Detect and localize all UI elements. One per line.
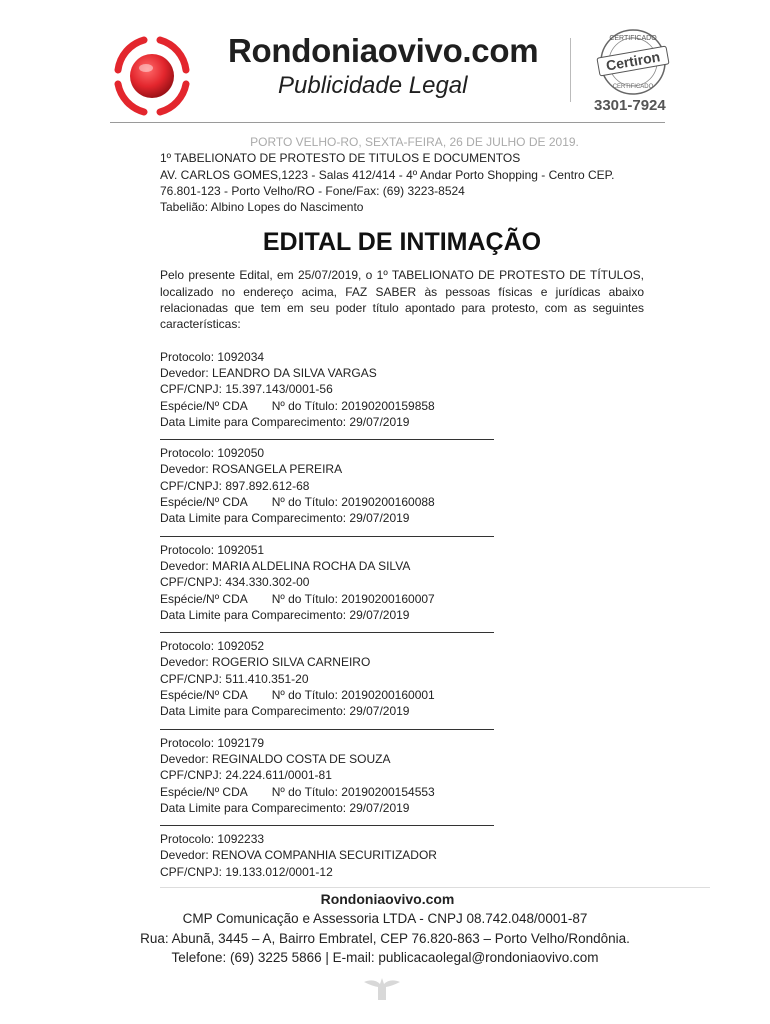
record-protocolo: Protocolo: 1092233 — [160, 832, 265, 847]
record-especie: Espécie/Nº CDA — [160, 398, 248, 413]
record — [160, 349, 644, 430]
record-cpf: CPF/CNPJ: 511.410.351-20 — [160, 671, 309, 686]
record-cpf: CPF/CNPJ: 24.224.611/0001-81 — [160, 768, 332, 783]
record — [160, 542, 644, 623]
record-protocolo: Protocolo: 1092051 — [160, 542, 265, 557]
record-devedor: Devedor: ROSANGELA PEREIRA — [160, 462, 343, 477]
record-separator — [160, 536, 494, 537]
record-titulo: Nº do Título: 20190200160088 — [271, 495, 435, 510]
footer-contact: Telefone: (69) 3225 5866 | E-mail: publicacaolegal@rondoniaovivo.com — [171, 950, 599, 965]
record-separator — [160, 825, 494, 826]
record-cpf: CPF/CNPJ: 15.397.143/0001-56 — [160, 382, 333, 397]
record-devedor: Devedor: REGINALDO COSTA DE SOUZA — [160, 751, 391, 766]
record-titulo: Nº do Título: 20190200160007 — [271, 591, 435, 606]
record-data-limite: Data Limite para Comparecimento: 29/07/2019 — [160, 511, 410, 526]
header-divider — [570, 38, 571, 102]
record-protocolo: Protocolo: 1092052 — [160, 639, 265, 654]
document-title: EDITAL DE INTIMAÇÃO — [262, 228, 542, 257]
record-devedor: Devedor: LEANDRO DA SILVA VARGAS — [160, 365, 377, 380]
record — [160, 638, 644, 719]
address-line: 76.801-123 - Porto Velho/RO - Fone/Fax: (69) 3223-8524 — [160, 183, 465, 198]
record-data-limite: Data Limite para Comparecimento: 29/07/2019 — [160, 800, 410, 815]
record-devedor: Devedor: ROGERIO SILVA CARNEIRO — [160, 655, 371, 670]
rondoniaovivo-logo-icon — [108, 30, 196, 118]
header-phone: 3301-7924 — [594, 97, 666, 114]
record — [160, 445, 644, 526]
svg-text:Certiron: Certiron — [604, 48, 662, 74]
record-devedor: Devedor: RENOVA COMPANHIA SECURITIZADOR — [160, 848, 437, 863]
record-especie: Espécie/Nº CDA — [160, 591, 248, 606]
record-cpf: CPF/CNPJ: 897.892.612-68 — [160, 478, 310, 493]
record-devedor: Devedor: MARIA ALDELINA ROCHA DA SILVA — [160, 558, 411, 573]
address-line: 1º TABELIONATO DE PROTESTO DE TITULOS E DOCUMENTOS — [160, 151, 521, 166]
record-protocolo: Protocolo: 1092050 — [160, 446, 265, 461]
page-header — [0, 0, 770, 125]
header-rule — [110, 122, 665, 123]
record-cpf: CPF/CNPJ: 434.330.302-00 — [160, 575, 310, 590]
record — [160, 831, 644, 880]
record-titulo: Nº do Título: 20190200159858 — [271, 398, 435, 413]
record-especie: Espécie/Nº CDA — [160, 688, 248, 703]
record-protocolo: Protocolo: 1092179 — [160, 735, 265, 750]
record-titulo: Nº do Título: 20190200154553 — [271, 784, 435, 799]
svg-text:CERTIFICADO: CERTIFICADO — [612, 84, 654, 90]
brand-title: Rondoniaovivo.com — [228, 32, 539, 69]
dateline: PORTO VELHO-RO, SEXTA-FEIRA, 26 DE JULHO DE 2019. — [250, 135, 579, 149]
footer-emblem-icon — [362, 974, 402, 1002]
record-especie: Espécie/Nº CDA — [160, 495, 248, 510]
certiron-seal-icon — [590, 26, 676, 98]
record-data-limite: Data Limite para Comparecimento: 29/07/2019 — [160, 414, 410, 429]
page-footer — [0, 889, 770, 968]
record — [160, 735, 644, 816]
record-separator — [160, 632, 494, 633]
record-cpf: CPF/CNPJ: 19.133.012/0001-12 — [160, 864, 333, 879]
record-protocolo: Protocolo: 1092034 — [160, 349, 265, 364]
footer-address: Rua: Abunã, 3445 – A, Bairro Embratel, CEP 76.820-863 – Porto Velho/Rondônia. — [140, 930, 630, 946]
footer-rule — [160, 887, 710, 888]
svg-text:CERTIFICADO: CERTIFICADO — [609, 35, 657, 42]
record-titulo: Nº do Título: 20190200160001 — [271, 688, 435, 703]
record-data-limite: Data Limite para Comparecimento: 29/07/2019 — [160, 607, 410, 622]
document-body — [160, 134, 644, 880]
record-separator — [160, 729, 494, 730]
record-data-limite: Data Limite para Comparecimento: 29/07/2019 — [160, 704, 410, 719]
record-separator — [160, 439, 494, 440]
address-line: AV. CARLOS GOMES,1223 - Salas 412/414 - 4º Andar Porto Shopping - Centro CEP. — [160, 167, 615, 182]
footer-brand: Rondoniaovivo.com — [320, 891, 455, 907]
record-especie: Espécie/Nº CDA — [160, 784, 248, 799]
brand-subtitle: Publicidade Legal — [278, 72, 468, 99]
address-line: Tabelião: Albino Lopes do Nascimento — [160, 200, 364, 215]
intro-paragraph: Pelo presente Edital, em 25/07/2019, o 1º TABELIONATO DE PROTESTO DE TÍTULOS, localizado no endereço acima, FAZ SABER às pessoas físicas e jurídicas abaixo relacionadas que tem em seu poder título apontado para protesto, com as seguintes características: — [160, 268, 644, 332]
footer-company: CMP Comunicação e Assessoria LTDA - CNPJ 08.742.048/0001-87 — [182, 911, 588, 926]
